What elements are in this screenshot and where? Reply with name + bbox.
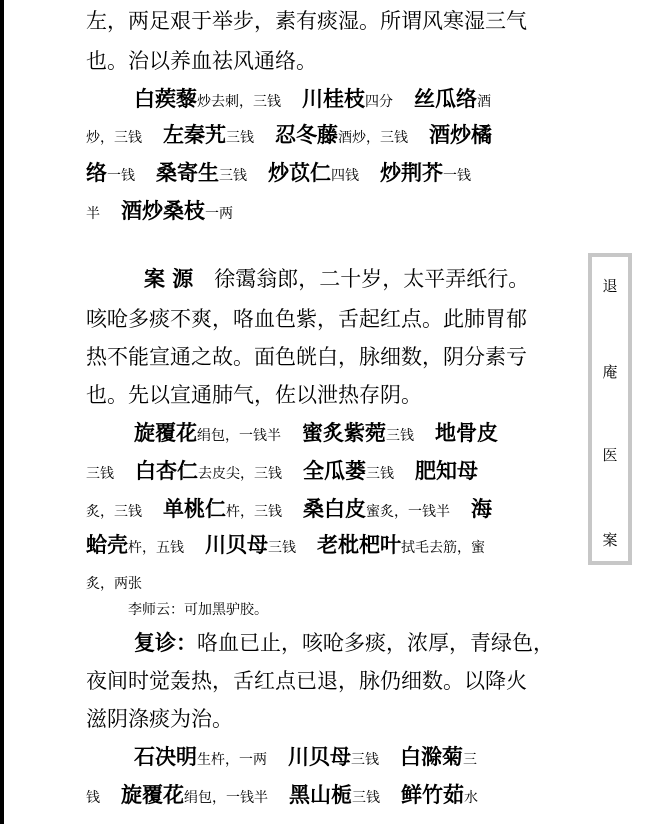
sidebar-char-4: 案 — [602, 531, 618, 549]
text-line — [134, 628, 554, 658]
herb-name: 川桂枝 — [281, 86, 365, 111]
text-line — [86, 304, 527, 334]
dosage-note: 三钱 — [352, 790, 380, 806]
dosage-note: 三钱 — [351, 752, 379, 768]
herb-name: 肥知母 — [394, 458, 478, 483]
dosage-note: 一钱 — [443, 168, 471, 184]
dosage-note: 一两 — [205, 206, 233, 222]
herb-name: 川贝母 — [267, 744, 351, 769]
text-run: 徐霭翁郎，二十岁，太平弄纸行。 — [193, 267, 530, 291]
text-line — [86, 780, 478, 813]
text-line — [86, 666, 527, 696]
herb-name: 左秦艽 — [142, 122, 226, 147]
herb-name: 单桃仁 — [142, 496, 226, 521]
dosage-note: 四钱 — [331, 168, 359, 184]
herb-name: 蛤壳 — [86, 532, 128, 557]
page-edge-rule — [0, 0, 4, 824]
text-run: 咯血已止，咳呛多痰，浓厚，青绿色， — [197, 631, 554, 655]
text-line — [86, 6, 527, 36]
dosage-note: 杵，三钱 — [226, 504, 282, 520]
dosage-note: 半 — [86, 206, 100, 222]
herb-name: 旋覆花 — [134, 420, 197, 445]
herb-name: 地骨皮 — [414, 420, 498, 445]
dosage-note: 去皮尖，三钱 — [198, 466, 282, 482]
dosage-note: 三钱 — [366, 466, 394, 482]
dosage-note: 蜜炙，一钱半 — [366, 504, 450, 520]
text-run: 咳呛多痰不爽，咯血色紫，舌起红点。此肺胃郁 — [86, 307, 527, 331]
herb-name: 旋覆花 — [100, 782, 184, 807]
herb-name: 复诊： — [134, 630, 197, 655]
herb-name: 酒炒桑枝 — [100, 198, 205, 223]
dosage-note: 炒去刺，三钱 — [197, 94, 281, 110]
dosage-note: 一钱 — [107, 168, 135, 184]
herb-name: 桑白皮 — [282, 496, 366, 521]
herb-name: 海 — [450, 496, 492, 521]
dosage-note: 拭毛去筋，蜜 — [401, 540, 485, 556]
text-line — [86, 196, 233, 229]
dosage-note: 炒，三钱 — [86, 130, 142, 146]
dosage-note: 生杵，一两 — [197, 752, 267, 768]
text-line — [86, 530, 485, 563]
text-run: 热不能宣通之故。面色㿠白，脉细数，阴分素亏 — [86, 345, 527, 369]
herb-name: 白滁菊 — [379, 744, 463, 769]
text-run: 左，两足艰于举步，素有痰湿。所谓风寒湿三气 — [86, 9, 527, 33]
herb-name: 丝瓜络 — [393, 86, 477, 111]
text-line — [86, 494, 492, 527]
herb-name: 川贝母 — [184, 532, 268, 557]
herb-name: 黑山栀 — [268, 782, 352, 807]
dosage-note: 炙，两张 — [86, 576, 142, 592]
text-line — [86, 380, 422, 410]
dosage-note: 三钱 — [86, 466, 114, 482]
dosage-note: 绢包，一钱半 — [197, 428, 281, 444]
herb-name: 石决明 — [134, 744, 197, 769]
herb-name: 桑寄生 — [135, 160, 219, 185]
text-run: 滋阴涤痰为治。 — [86, 707, 233, 731]
dosage-note: 三钱 — [268, 540, 296, 556]
text-line — [86, 46, 317, 76]
herb-name: 忍冬藤 — [254, 122, 338, 147]
text-line — [134, 742, 477, 775]
herb-name: 炒荆芥 — [359, 160, 443, 185]
text-line — [144, 264, 529, 294]
dosage-note: 酒炒，三钱 — [338, 130, 408, 146]
text-line — [86, 120, 492, 153]
sidebar-char-2: 庵 — [602, 363, 618, 381]
text-line — [134, 418, 498, 451]
text-line — [86, 342, 527, 372]
dosage-note: 四分 — [365, 94, 393, 110]
herb-name: 白杏仁 — [114, 458, 198, 483]
herb-name: 酒炒橘 — [408, 122, 492, 147]
herb-name: 白蒺藜 — [134, 86, 197, 111]
dosage-note: 三钱 — [219, 168, 247, 184]
dosage-note: 水 — [464, 790, 478, 806]
text-run: 也。先以宣通肺气，佐以泄热存阴。 — [86, 383, 422, 407]
text-run: 也。治以养血祛风通络。 — [86, 49, 317, 73]
text-line — [86, 566, 142, 599]
sidebar-char-3: 医 — [602, 446, 618, 464]
herb-name: 炒苡仁 — [247, 160, 331, 185]
dosage-note: 三钱 — [386, 428, 414, 444]
herb-name: 老枇杷叶 — [296, 532, 401, 557]
text-line — [86, 158, 471, 191]
text-line — [134, 84, 491, 117]
text-run: 夜间时觉轰热，舌红点已退，脉仍细数。以降火 — [86, 669, 527, 693]
herb-name: 络 — [86, 160, 107, 185]
text-line — [86, 456, 478, 489]
book-title-sidebar — [588, 253, 632, 565]
herb-name: 全瓜蒌 — [282, 458, 366, 483]
text-line — [86, 704, 233, 734]
sidebar-char-1: 退 — [602, 277, 618, 295]
herb-name: 蜜炙紫菀 — [281, 420, 386, 445]
dosage-note: 酒 — [477, 94, 491, 110]
herb-name: 鲜竹茹 — [380, 782, 464, 807]
dosage-note: 钱 — [86, 790, 100, 806]
dosage-note: 三 — [463, 752, 477, 768]
dosage-note: 杵，五钱 — [128, 540, 184, 556]
dosage-note: 三钱 — [226, 130, 254, 146]
dosage-note: 炙，三钱 — [86, 504, 142, 520]
herb-name: 案 源 — [144, 266, 194, 291]
dosage-note: 绢包，一钱半 — [184, 790, 268, 806]
teacher-note: 李师云：可加黑驴胶。 — [128, 602, 268, 618]
